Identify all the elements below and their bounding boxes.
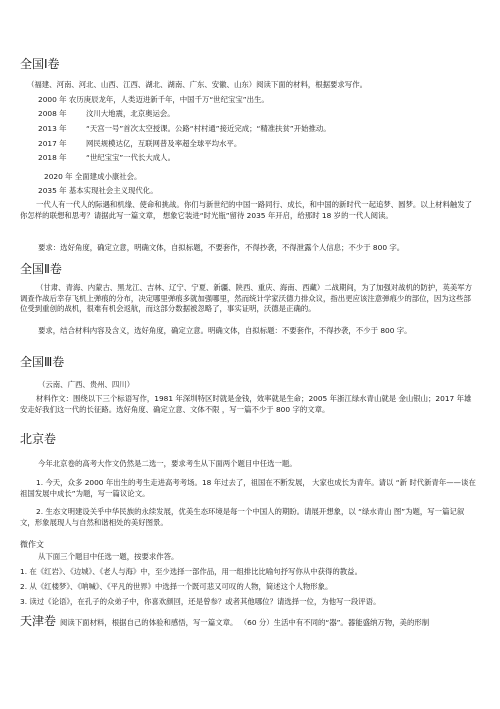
micro-option-2: 2. 从《红楼梦》、《呐喊》、《平凡的世界》中选择一个既可悲又可叹的人物，简述这个人物形象。 [20,582,333,591]
timeline-2018 [38,153,175,164]
timeline-year: 2018 年 [38,153,67,162]
requirements: 要求，结合材料内容及含义，选好角度，确定立意。明确文体，自拟标题：不要套作，不得抄袭，不少于 800 字。 [38,326,412,335]
timeline-2000 [38,95,476,106]
section-title-beijing: 北京卷 [20,432,57,446]
timeline-text: 网民规模达亿，互联网普及率超全球平均水平。 [86,139,242,148]
requirements: 要求：选好角度，确定立意，明确文体，自拟标题，不要套作，不得抄袭，不得泄露个人信息；不少于 800 字。 [38,243,405,252]
timeline-2008 [38,109,175,120]
micro-option-1: 1. 在《红岩》、《边城》、《老人与海》中，至少选择一部作品，用一组排比比喻句抒写你从中获得的教益。 [20,567,362,576]
timeline-text: 农历庚辰龙年，人类迈进新千年，中国千万“世纪宝宝”出生。 [68,95,269,104]
timeline-2013 [38,124,331,135]
section-title-national-3: 全国Ⅲ卷 [20,355,65,369]
timeline-year: 2017 年 [38,139,67,148]
section-body: （甘肃、青海、内蒙古、黑龙江、吉林、辽宁、宁夏、新疆、陕西、重庆、海南、西藏）二战期间，为了加强对战机的防护，英美军方调查作战后幸存飞机上弹痕的分布，决定哪里弹痕多就加强哪里，然而统计学家沃德力排众议，指出更应该注意弹痕少的部位，因为这些部位受到重创的战机，很难有机会返航，而这部分数据被忽略了，事实证明，沃德是正确的。 [20,283,473,314]
section-title-tianjin: 天津卷 [20,614,57,628]
essay-option-1: 1. 今天，众多 2000 年出生的考生走进高考考场。18 年过去了，祖国在不断发展， 大家也成长为青年。请以 “新 时代新青年——谈在祖国发展中成长”为题，写一篇议论文。 [20,478,476,498]
timeline-year: 2013 年 [38,124,67,133]
section-title-national-1: 全国Ⅰ卷 [20,57,60,71]
micro-essay-intro: 从下面三个题目中任选一题，按要求作答。 [38,552,179,561]
timeline-text: 汶川大地震，北京奥运会。 [86,109,175,118]
micro-option-3: 3. 读过《论语》，在孔子的众弟子中，你喜欢颜回，还是曾参？或者其他哪位？请选择一位，为他写一段评语。 [20,597,381,606]
micro-essay-title: 微作文 [20,540,44,549]
prompt-paragraph: 一代人有一代人的际遇和机缘、使命和挑战。你们与新世纪的中国一路同行、成长，和中国的新时代一起追梦、圆梦。以上材料触发了你怎样的联想和思考？请据此写一篇文章， 想象它装进“时光瓶”留待 2035 年开启，给那时 18 岁的一代人阅读。 [20,200,473,220]
timeline-text: “世纪宝宝”一代长大成人。 [86,153,175,162]
timeline-2017 [38,139,241,150]
section-regions: （福建、河南、河北、山西、江西、湖北、湖南、广东、安徽、山东）阅读下面的材料，根据要求写作。 [27,80,367,89]
section-body: 材料作文：围绕以下三个标语写作，1981 年深圳特区时就是金钱，效率就是生命；2005 年浙江绿水青山就是 金山银山；2017 年雄安走好我们这一代的长征路。选好角度、确定立意、文体不限 ，写一篇不少于 800 字的文章。 [20,394,472,414]
timeline-year: 2000 年 [38,95,67,104]
section-title-national-2: 全国Ⅱ卷 [20,262,62,276]
timeline-2035: 2035 年 基本实现社会主义现代化。 [38,186,158,195]
section-intro: 今年北京卷的高考大作文仍然是二选一，要求考生从下面两个题目中任选一题。 [38,459,297,468]
essay-option-2: 2. 生态文明建设关乎中华民族的永续发展，优美生态环境是每一个中国人的期盼。请展开想象，以 “绿水青山 图”为题，写一篇记叙文，形象展现人与自然和谐相处的美好图景。 [20,507,465,527]
timeline-2020: 2020 年 全面建成小康社会。 [44,172,142,181]
timeline-year: 2008 年 [38,109,67,118]
section-regions: （云南、广西、贵州、四川） [38,380,135,389]
timeline-text: “天宫一号”首次太空授课。公路“村村通”接近完成；“精准扶贫”开始推动。 [86,124,331,133]
section-body: 阅读下面材料，根据自己的体验和感悟，写一篇文章。 （60 分）生活中有不同的“器”。器能盛纳万物，美的形制 [60,618,430,627]
